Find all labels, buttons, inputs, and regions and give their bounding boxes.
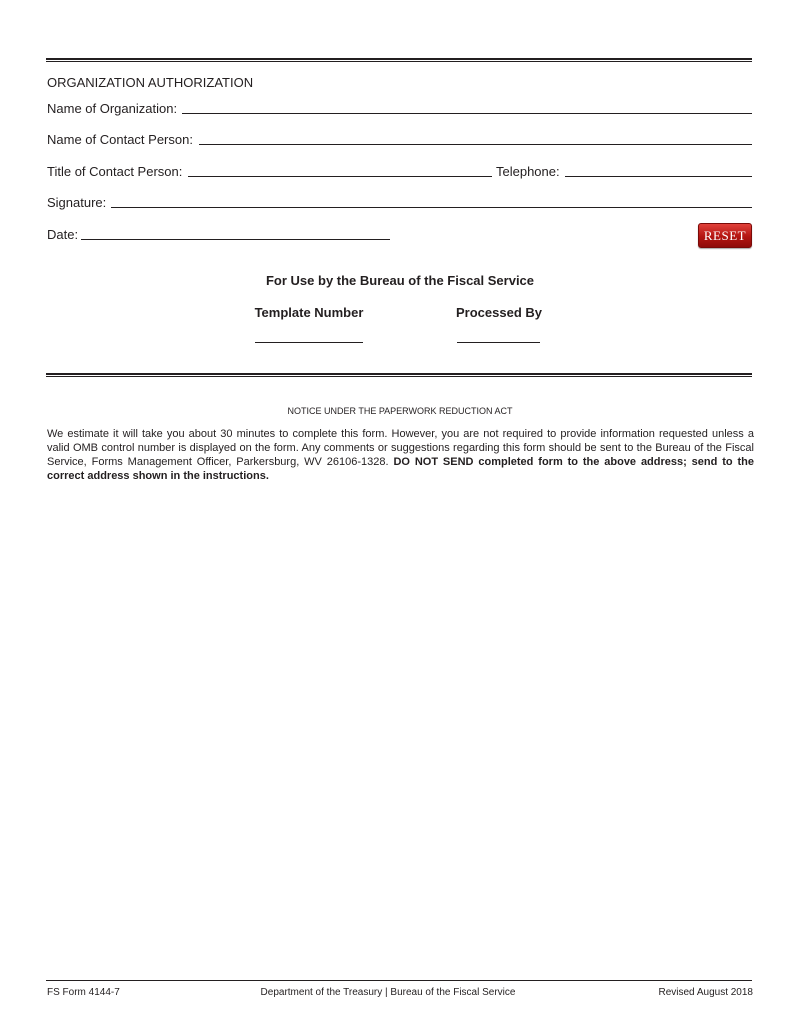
contact-person-label: Name of Contact Person:	[47, 132, 193, 147]
processed-by-field[interactable]	[457, 336, 540, 343]
footer-divider	[46, 980, 752, 981]
notice-body-text: We estimate it will take you about 30 minutes to complete this form. However, you are not required to provide information requested unless a valid OMB control number is displayed on the form. Any comments or suggestions regarding this form should be sent to the Bureau of the Fiscal Service, Forms Management Officer, Parkersburg, WV 26106-1328.	[47, 428, 754, 468]
signature-label: Signature:	[47, 195, 107, 210]
processed-by-label: Processed By	[456, 305, 542, 320]
template-number-field[interactable]	[255, 336, 363, 343]
signature-field[interactable]	[111, 191, 752, 208]
contact-title-label: Title of Contact Person:	[47, 164, 183, 179]
notice-body	[47, 427, 754, 483]
notice-title: NOTICE UNDER THE PAPERWORK REDUCTION ACT	[287, 406, 513, 416]
contact-title-field[interactable]	[188, 160, 492, 177]
section-title: ORGANIZATION AUTHORIZATION	[47, 75, 254, 90]
notice-body-warning: DO NOT SEND completed form to the above address; send to the correct address shown in the instructions.	[47, 456, 755, 482]
reset-button[interactable]: RESET	[698, 223, 752, 248]
organization-label: Name of Organization:	[47, 101, 178, 116]
date-field[interactable]	[81, 223, 390, 240]
middle-divider	[46, 373, 752, 377]
template-number-label: Template Number	[254, 305, 364, 320]
top-divider	[46, 58, 752, 62]
bureau-use-heading: For Use by the Bureau of the Fiscal Service	[265, 273, 535, 288]
telephone-label: Telephone:	[496, 164, 560, 179]
revised-date: Revised August 2018	[658, 987, 753, 998]
organization-field[interactable]	[182, 97, 752, 114]
contact-person-field[interactable]	[199, 128, 752, 145]
telephone-field[interactable]	[565, 160, 752, 177]
footer-agency: Department of the Treasury | Bureau of the Fiscal Service	[260, 987, 516, 998]
form-number: FS Form 4144-7	[47, 987, 120, 998]
date-label: Date:	[47, 227, 79, 242]
